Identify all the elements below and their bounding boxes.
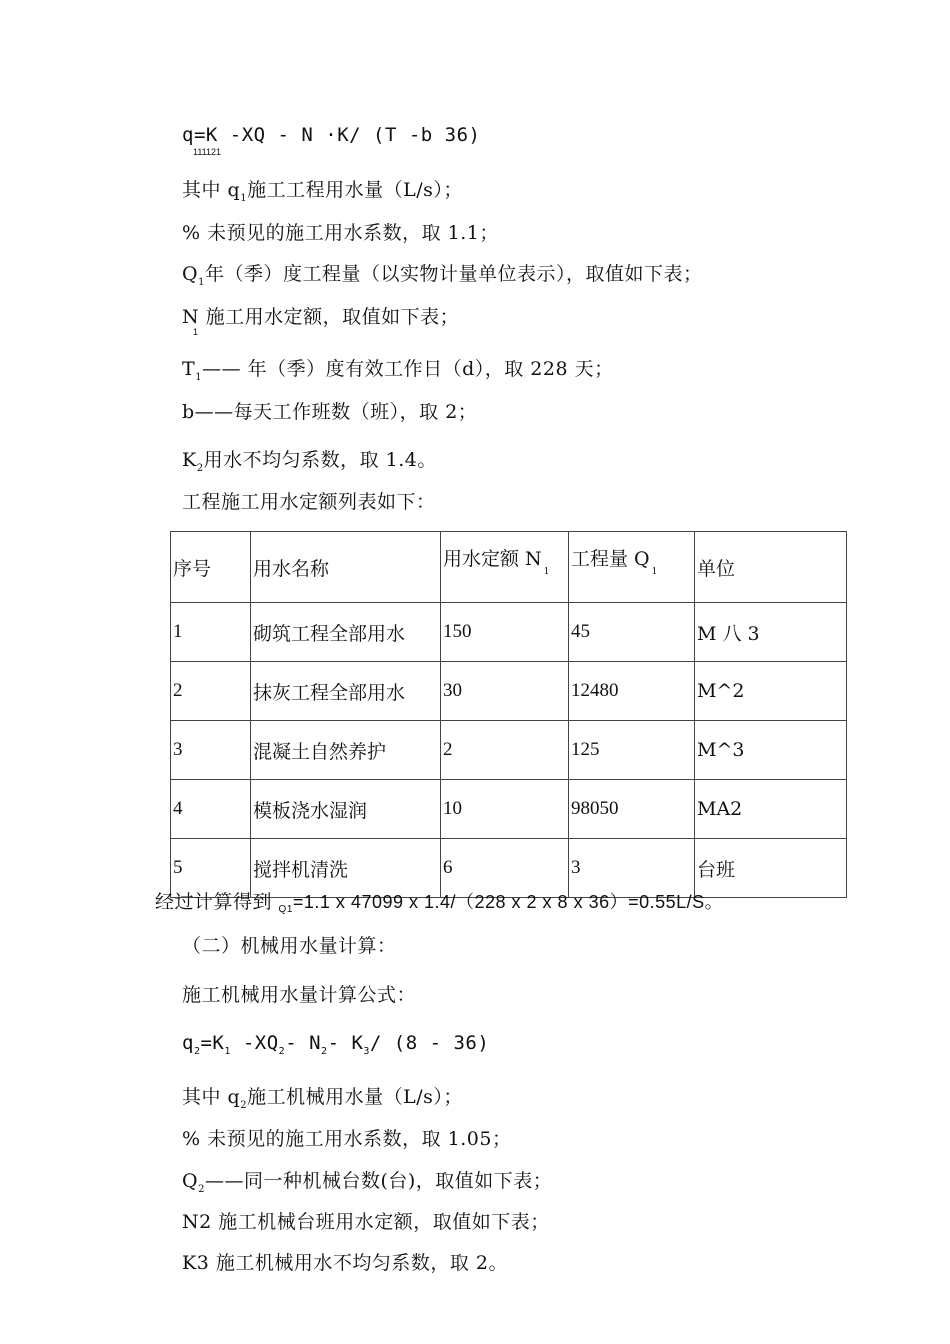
cell-quota: 150 [441,603,569,662]
K2-text: 用水不均匀系数，取 1.4。 [203,449,437,471]
header-text: 用水名称 [253,557,330,580]
cell-index: 1 [171,603,251,662]
q1-prefix: 其中 q [182,179,241,201]
table-row [171,839,847,898]
Q1-definition [182,265,702,288]
q2-definition [182,1088,463,1111]
Q2-prefix: Q [182,1170,199,1192]
Q1-prefix: Q [182,263,199,285]
f2-sub: 2 [193,1045,201,1057]
cell-quantity: 12480 [569,662,695,721]
K2-sub: 2 [196,462,204,474]
calc-expression: =1.1 x 47099 x 1.4/（228 x 2 x 8 x 36）=0.55L/S。 [292,892,724,912]
table-row [171,721,847,780]
T1-prefix: T [182,358,196,380]
cell-quota: 2 [441,721,569,780]
q2-text: 施工机械用水量（L/s）； [247,1086,463,1108]
cell-quota: 30 [441,662,569,721]
cell-unit: M 八 3 [695,603,847,662]
cell-quantity: 3 [569,839,695,898]
section-2-formula-title: 施工机械用水量计算公式： [182,984,417,1006]
K2-prefix: K [182,449,197,471]
N1-text: 施工用水定额，取值如下表； [205,306,460,328]
header-cell [695,532,847,603]
cell-quantity: 45 [569,603,695,662]
table-header-row [171,532,847,603]
Q2-sub: 2 [198,1183,205,1195]
calc-result [155,891,724,915]
cell-name: 模板浇水湿润 [251,780,441,839]
T1-definition [182,360,614,383]
calc-sub: Q1 [278,904,293,915]
header-cell [171,532,251,603]
T1-sub: 1 [195,371,203,383]
N1-prefix: N [182,306,200,328]
formula-1-subscripts: 111121 [193,147,222,157]
cell-name: 搅拌机清洗 [251,839,441,898]
f2-part: -XQ [230,1032,279,1054]
cell-unit: 台班 [695,839,847,898]
header-cell [251,532,441,603]
f2-part: q [182,1032,194,1054]
water-quota-table [170,531,847,898]
f2-sub: 2 [278,1045,286,1057]
cell-index: 2 [171,662,251,721]
cell-name: 砌筑工程全部用水 [251,603,441,662]
q2-sub: 2 [240,1099,248,1111]
cell-quantity: 125 [569,721,695,780]
formula-1: q=K -XQ - N ·K/ (T -b 36) [182,124,481,146]
header-text: 工程量 Q [571,548,650,570]
k1-definition-2: % 未预见的施工用水系数，取 1.05； [182,1128,512,1150]
header-sub: 1 [651,567,658,577]
header-text: 用水定额 N [443,548,542,570]
Q1-sub: 1 [198,276,205,288]
f2-part: / (8 - 36) [369,1032,490,1054]
cell-unit: M^2 [695,662,847,721]
N1-sub: 1 [193,327,199,337]
N1-definition [182,308,459,327]
calc-prefix: 经过计算得到 [155,891,279,913]
cell-unit: MA2 [695,780,847,839]
table-caption: 工程施工用水定额列表如下： [182,491,436,513]
N2-definition: N2 施工机械台班用水定额，取值如下表； [182,1211,550,1233]
cell-quota: 10 [441,780,569,839]
cell-index: 3 [171,721,251,780]
K2-definition [182,451,437,474]
f2-sub: 3 [363,1045,370,1057]
q1-text: 施工工程用水量（L/s）； [247,179,463,201]
cell-index: 4 [171,780,251,839]
Q2-definition [182,1172,552,1195]
header-text: 序号 [173,557,212,580]
cell-quota: 6 [441,839,569,898]
table-row [171,603,847,662]
q1-definition [182,181,463,204]
cell-quantity: 98050 [569,780,695,839]
cell-name: 混凝土自然养护 [251,721,441,780]
header-cell [441,532,569,603]
header-text: 单位 [697,557,736,580]
f2-part: - K [327,1032,364,1054]
b-definition: b——每天工作班数（班），取 2； [182,401,478,423]
Q1-text: 年（季）度工程量（以实物计量单位表示），取值如下表； [204,263,703,285]
section-2-title: （二）机械用水量计算： [182,935,397,957]
q2-prefix: 其中 q [182,1086,241,1108]
cell-index: 5 [171,839,251,898]
f2-sub: 1 [224,1045,231,1057]
T1-text: —— 年（季）度有效工作日（d），取 228 天； [202,358,614,380]
table-row [171,780,847,839]
f2-part: =K [200,1032,225,1054]
formula-2 [182,1034,489,1057]
f2-part: - N [285,1032,322,1054]
cell-unit: M^3 [695,721,847,780]
table-row [171,662,847,721]
q1-sub: 1 [240,192,248,204]
k1-definition: % 未预见的施工用水系数，取 1.1； [182,222,499,244]
f2-sub: 2 [321,1045,328,1057]
header-cell [569,532,695,603]
K3-definition: K3 施工机械用水不均匀系数，取 2。 [182,1252,508,1274]
cell-name: 抹灰工程全部用水 [251,662,441,721]
header-sub: 1 [543,567,550,577]
Q2-text: ——同一种机械台数(台)，取值如下表； [204,1170,553,1192]
